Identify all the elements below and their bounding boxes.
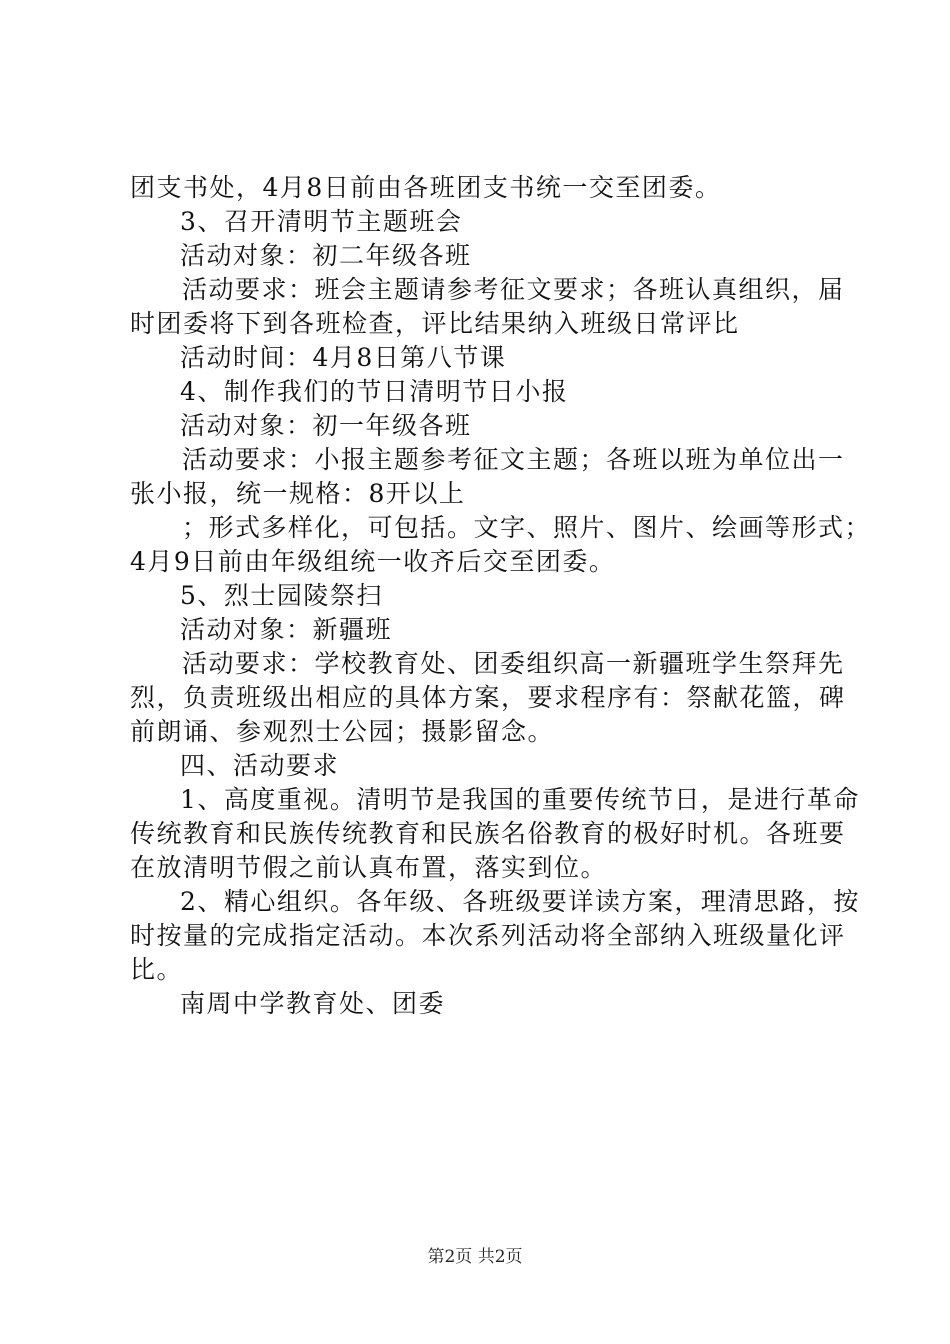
signature-line: 南周中学教育处、团委 <box>180 989 446 1018</box>
text-line: 活动要求：班会主题请参考征文要求；各班认真组织，届 <box>182 275 845 304</box>
text-line: 活动对象：新疆班 <box>180 615 393 644</box>
text-line: 时按量的完成指定活动。本次系列活动将全部纳入班级量化评 <box>130 921 846 950</box>
text-line: 时团委将下到各班检查，评比结果纳入班级日常评比 <box>130 309 740 338</box>
text-line: 张小报，统一规格：8开以上 <box>130 479 466 508</box>
text-line: 前朗诵、参观烈士公园；摄影留念。 <box>130 717 555 746</box>
section-heading: 四、活动要求 <box>180 751 340 780</box>
page-footer <box>0 1242 950 1267</box>
text-line: 在放清明节假之前认真布置，落实到位。 <box>130 853 608 882</box>
section-heading: 4、制作我们的节日清明节日小报 <box>180 377 569 406</box>
section-heading: 3、召开清明节主题班会 <box>180 207 463 236</box>
text-line: 传统教育和民族传统教育和民族名俗教育的极好时机。各班要 <box>130 819 846 848</box>
text-line: 活动要求：小报主题参考征文主题；各班以班为单位出一 <box>182 445 845 474</box>
document-body <box>130 171 872 1021</box>
section-heading: 5、烈士园陵祭扫 <box>180 581 383 610</box>
text-line: 比。 <box>130 955 184 984</box>
text-line: 团支书处，4月8日前由各班团支书统一交至团委。 <box>130 173 722 202</box>
text-line: 4月9日前由年级组统一收齐后交至团委。 <box>130 547 616 576</box>
text-line: 活动要求：学校教育处、团委组织高一新疆班学生祭拜先 <box>182 649 845 678</box>
text-line: 活动时间：4月8日第八节课 <box>180 343 507 372</box>
text-line: ；形式多样化，可包括。文字、照片、图片、绘画等形式； <box>182 513 872 542</box>
text-line: 活动对象：初一年级各班 <box>180 411 472 440</box>
page-number: 第2页 共2页 <box>427 1247 523 1267</box>
text-line: 烈，负责班级出相应的具体方案，要求程序有：祭献花篮，碑 <box>130 683 846 712</box>
text-line: 1、高度重视。清明节是我国的重要传统节日，是进行革命 <box>180 785 860 814</box>
text-line: 活动对象：初二年级各班 <box>180 241 472 270</box>
text-line: 2、精心组织。各年级、各班级要详读方案，理清思路，按 <box>180 887 860 916</box>
